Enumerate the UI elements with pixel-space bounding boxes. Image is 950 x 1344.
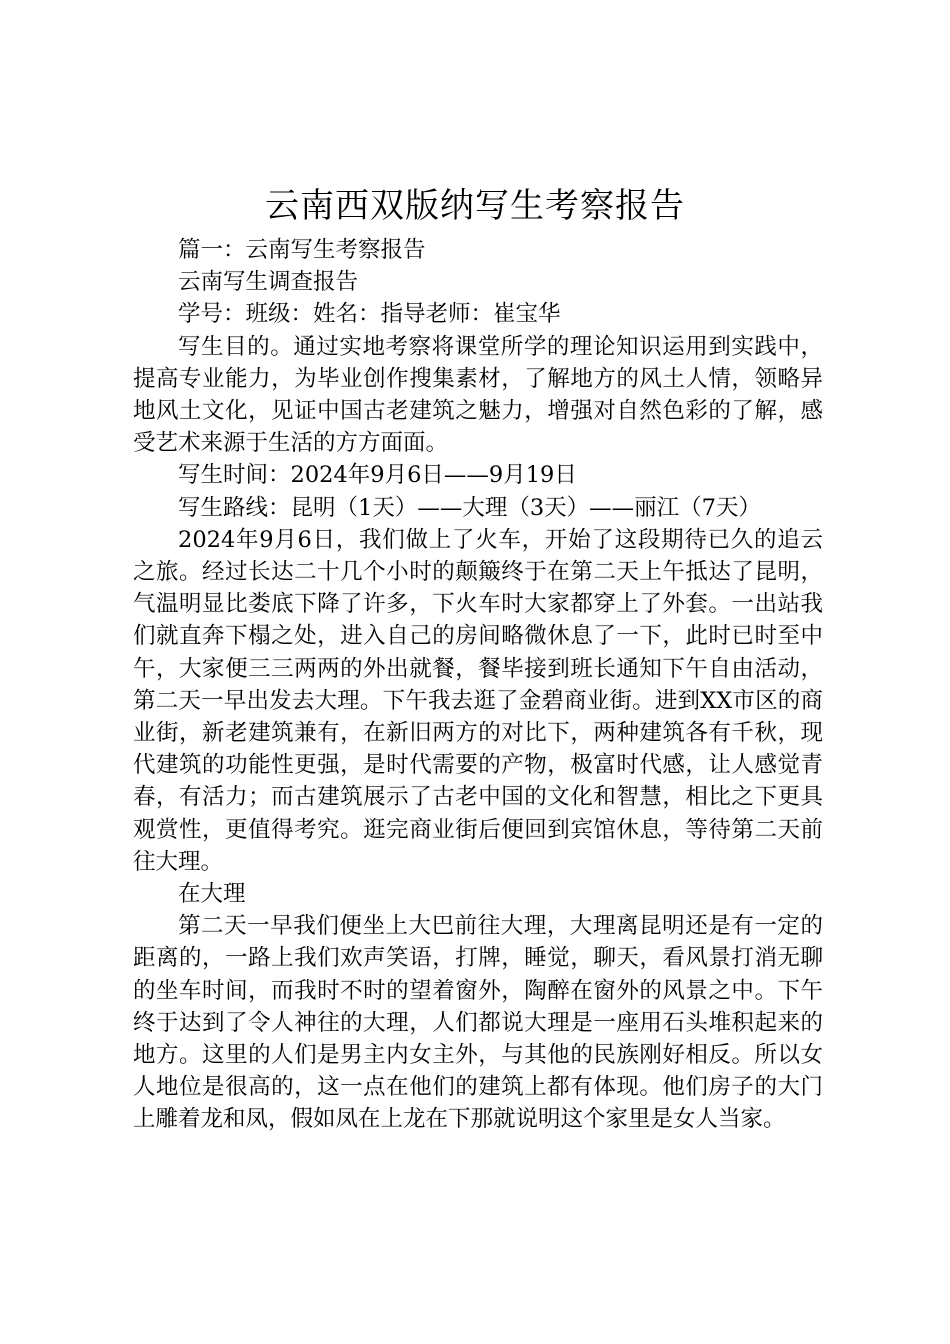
paragraph-route: 写生路线：昆明（1天）——大理（3天）——丽江（7天） [178,494,761,521]
paragraph-kunming: 2024年9月6日，我们做上了火车，开始了这段期待已久的追云之旅。经过长达二十几个小时的颠簸终于在第二天上午抵达了昆明，气温明显比娄底下降了许多，下火车时大家都穿上了外套。一出站我们就直奔下榻之处，进入自己的房间略微休息了一下，此时已时至中午，大家便三三两两的外出就餐，餐毕接到班长通知下午自由活动，第二天一早出发去大理。下午我去逛了金碧商业街。进到XX市区的商业街，新老建筑兼有，在新旧两方的对比下，两种建筑各有千秋，现代建筑的功能性更强，是时代需要的产物，极富时代感，让人感觉青春，有活力；而古建筑展示了古老中国的文化和智慧，相比之下更具观赏性，更值得考究。逛完商业街后便回到宾馆休息，等待第二天前往大理。 [133,526,823,875]
paragraph-time: 写生时间：2024年9月6日——9月19日 [178,462,577,489]
paragraph-section-heading: 篇一：云南写生考察报告 [178,237,426,263]
document-body [133,234,823,1136]
paragraph-student-info: 学号：班级：姓名：指导老师：崔宝华 [178,301,561,328]
paragraph-purpose: 写生目的。通过实地考察将课堂所学的理论知识运用到实践中，提高专业能力，为毕业创作搜集素材，了解地方的风土人情，领略异地风土文化，见证中国古老建筑之魅力，增强对自然色彩的了解，感受艺术来源于生活的方方面面。 [133,333,823,457]
paragraph-dali: 第二天一早我们便坐上大巴前往大理，大理离昆明还是有一定的距离的，一路上我们欢声笑语，打牌，睡觉，聊天，看风景打消无聊的坐车时间，而我时不时的望着窗外，陶醉在窗外的风景之中。下午终于达到了令人神往的大理，人们都说大理是一座用石头堆积起来的地方。这里的人们是男主内女主外，与其他的民族刚好相反。所以女人地位是很高的，这一点在他们的建筑上都有体现。他们房子的大门上雕着龙和凤，假如凤在上龙在下那就说明这个家里是女人当家。 [133,913,823,1133]
document-title: 云南西双版纳写生考察报告 [265,186,685,226]
paragraph-report-subtitle: 云南写生调查报告 [178,269,359,296]
paragraph-dali-heading: 在大理 [178,881,246,908]
